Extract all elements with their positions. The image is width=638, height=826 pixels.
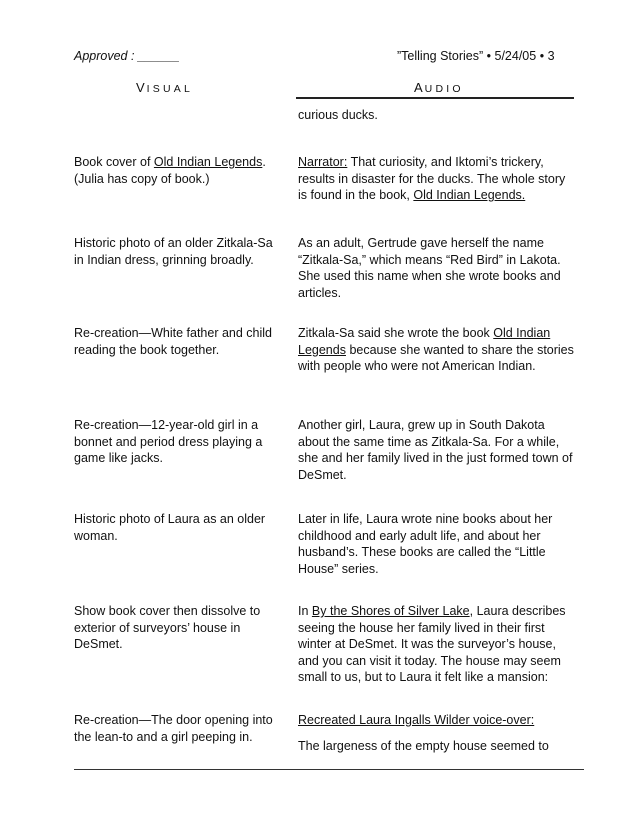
visual-text: Re-creation—12-year-old girl in a bonnet and period dress playing a game like jacks. bbox=[74, 418, 263, 465]
visual-text: Re-creation—The door opening into the lean-to and a girl peeping in. bbox=[74, 713, 273, 744]
audio-column-heading bbox=[414, 80, 464, 95]
audio-text: because she wanted to share the stories with people who were not American Indian. bbox=[298, 342, 574, 373]
audio-cell bbox=[298, 325, 574, 375]
visual-cell bbox=[74, 712, 280, 745]
audio-cell bbox=[298, 712, 574, 754]
audio-cell bbox=[298, 511, 574, 577]
approved-line bbox=[74, 49, 180, 63]
audio-text: , Laura describes seeing the house her family lived in their first winter at DeSmet. It was the surveyor’s house, and you can visit it today. The house may seem small to us, but to Laura it felt like a mansion: bbox=[298, 604, 566, 684]
audio-heading-rule bbox=[296, 97, 574, 99]
visual-cell bbox=[74, 325, 280, 358]
heading-rest: ISUAL bbox=[146, 83, 194, 95]
visual-cell bbox=[74, 154, 280, 187]
visual-cell bbox=[74, 235, 280, 268]
visual-cell bbox=[74, 511, 280, 544]
audio-text: curious ducks. bbox=[298, 108, 378, 122]
approved-label: Approved bbox=[74, 49, 128, 63]
speaker-label: Recreated Laura Ingalls Wilder voice-over: bbox=[298, 713, 535, 727]
visual-text: Historic photo of an older Zitkala-Sa in Indian dress, grinning broadly. bbox=[74, 236, 273, 267]
book-title: Old Indian Legends. bbox=[413, 188, 526, 202]
visual-cell bbox=[74, 417, 280, 467]
audio-cell bbox=[298, 603, 574, 686]
heading-initial: A bbox=[414, 80, 425, 95]
book-title: Old Indian Legends bbox=[153, 155, 263, 169]
bullet-separator: • bbox=[486, 49, 492, 63]
visual-text: Show book cover then dissolve to exterior of surveyors’ house in DeSmet. bbox=[74, 604, 261, 651]
audio-cell bbox=[298, 107, 574, 124]
approved-separator: : bbox=[127, 49, 138, 63]
approved-blank: ______ bbox=[137, 49, 180, 63]
audio-cell bbox=[298, 417, 574, 483]
audio-cell bbox=[298, 154, 574, 204]
bullet-separator: • bbox=[539, 49, 545, 63]
heading-rest: UDIO bbox=[424, 83, 464, 95]
audio-text: The largeness of the empty house seemed to bbox=[298, 738, 549, 753]
audio-text: In bbox=[298, 604, 312, 618]
audio-cell bbox=[298, 235, 574, 301]
visual-text: Re-creation—White father and child reading the book together. bbox=[74, 326, 273, 357]
book-title: Old Indian Legends bbox=[298, 326, 551, 357]
page-number: 3 bbox=[547, 49, 555, 63]
heading-initial: V bbox=[136, 80, 147, 95]
visual-column-heading bbox=[136, 80, 193, 95]
footer-rule bbox=[74, 769, 584, 770]
audio-text: That curiosity, and Iktomi’s trickery, results in disaster for the ducks. The whole story is found in the book, bbox=[298, 155, 566, 202]
speaker-label: Narrator: bbox=[298, 155, 348, 169]
audio-text: Another girl, Laura, grew up in South Dakota about the same time as Zitkala-Sa. For a while, she and her family lived in the just formed town of DeSmet. bbox=[298, 418, 573, 482]
visual-text: Historic photo of Laura as an older woman. bbox=[74, 512, 266, 543]
visual-text: Book cover of bbox=[74, 155, 154, 169]
audio-text: Zitkala-Sa said she wrote the book bbox=[298, 326, 494, 340]
audio-text: As an adult, Gertrude gave herself the name “Zitkala-Sa,” which means “Red Bird” in Lakota. She used this name when she wrote books and articles. bbox=[298, 236, 561, 300]
page-header-title bbox=[397, 49, 555, 63]
visual-text: . (Julia has copy of book.) bbox=[74, 155, 266, 186]
audio-text: Later in life, Laura wrote nine books about her childhood and early adult life, and about her husband’s. These books are called the “Little House” series. bbox=[298, 512, 553, 576]
document-date: 5/24/05 bbox=[494, 49, 537, 63]
visual-cell bbox=[74, 603, 280, 653]
document-title: ”Telling Stories” bbox=[397, 49, 484, 63]
book-title: By the Shores of Silver Lake bbox=[311, 604, 470, 618]
